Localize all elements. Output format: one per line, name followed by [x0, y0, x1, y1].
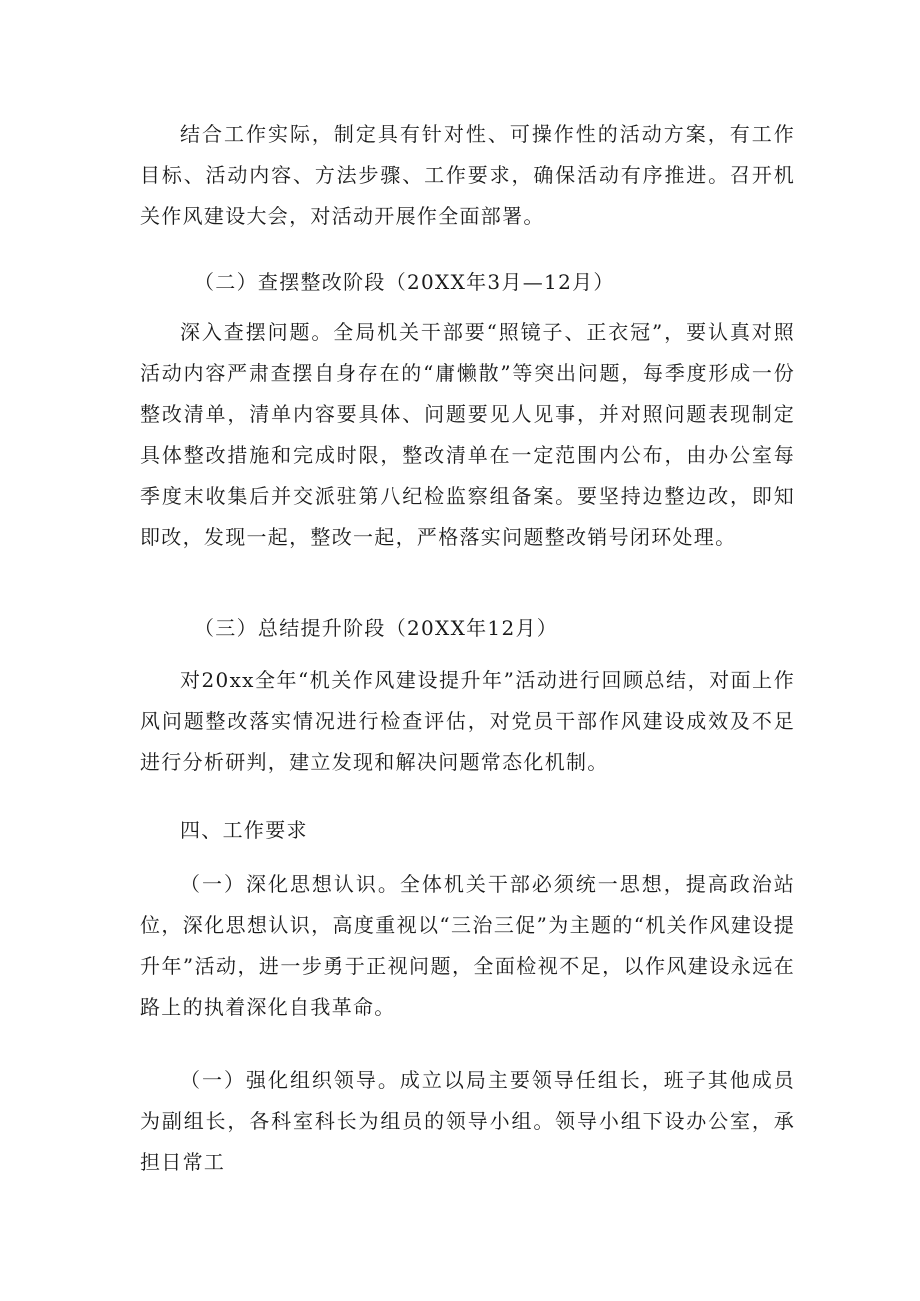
paragraph-summary-details: 对20xx全年“机关作风建设提升年”活动进行回顾总结，对面上作风问题整改落实情况进行检查评估，对党员干部作风建设成效及不足进行分析研判，建立发现和解决问题常态化机制。 [140, 668, 795, 774]
section-heading-work-requirements: 四、工作要求 [180, 818, 308, 842]
section-heading-rectification-stage: （二）查摆整改阶段（20XX年3月—12月） [194, 270, 615, 294]
paragraph-preparation-plan: 结合工作实际，制定具有针对性、可操作性的活动方案，有工作目标、活动内容、方法步骤、工作要求，确保活动有序推进。召开机关作风建设大会，对活动开展作全面部署。 [140, 122, 795, 228]
paragraph-deepen-ideological-understanding: （一）深化思想认识。全体机关干部必须统一思想，提高政治站位，深化思想认识，高度重视以“三治三促”为主题的“机关作风建设提升年”活动，进一步勇于正视问题，全面检视不足，以作风建设永远在路上的执着深化自我革命。 [140, 872, 795, 1019]
paragraph-rectification-details: 深入查摆问题。全局机关干部要“照镜子、正衣冠”，要认真对照活动内容严肃查摆自身存在的“庸懒散”等突出问题，每季度形成一份整改清单，清单内容要具体、问题要见人见事，并对照问题表现制定具体整改措施和完成时限，整改清单在一定范围内公布，由办公室每季度末收集后并交派驻第八纪检监察组备案。要坚持边整边改，即知即改，发现一起，整改一起，严格落实问题整改销号闭环处理。 [140, 320, 795, 549]
paragraph-strengthen-organizational-leadership: （一）强化组织领导。成立以局主要领导任组长，班子其他成员为副组长，各科室科长为组员的领导小组。领导小组下设办公室，承担日常工 [140, 1068, 795, 1174]
section-heading-summary-stage: （三）总结提升阶段（20XX年12月） [194, 616, 559, 640]
